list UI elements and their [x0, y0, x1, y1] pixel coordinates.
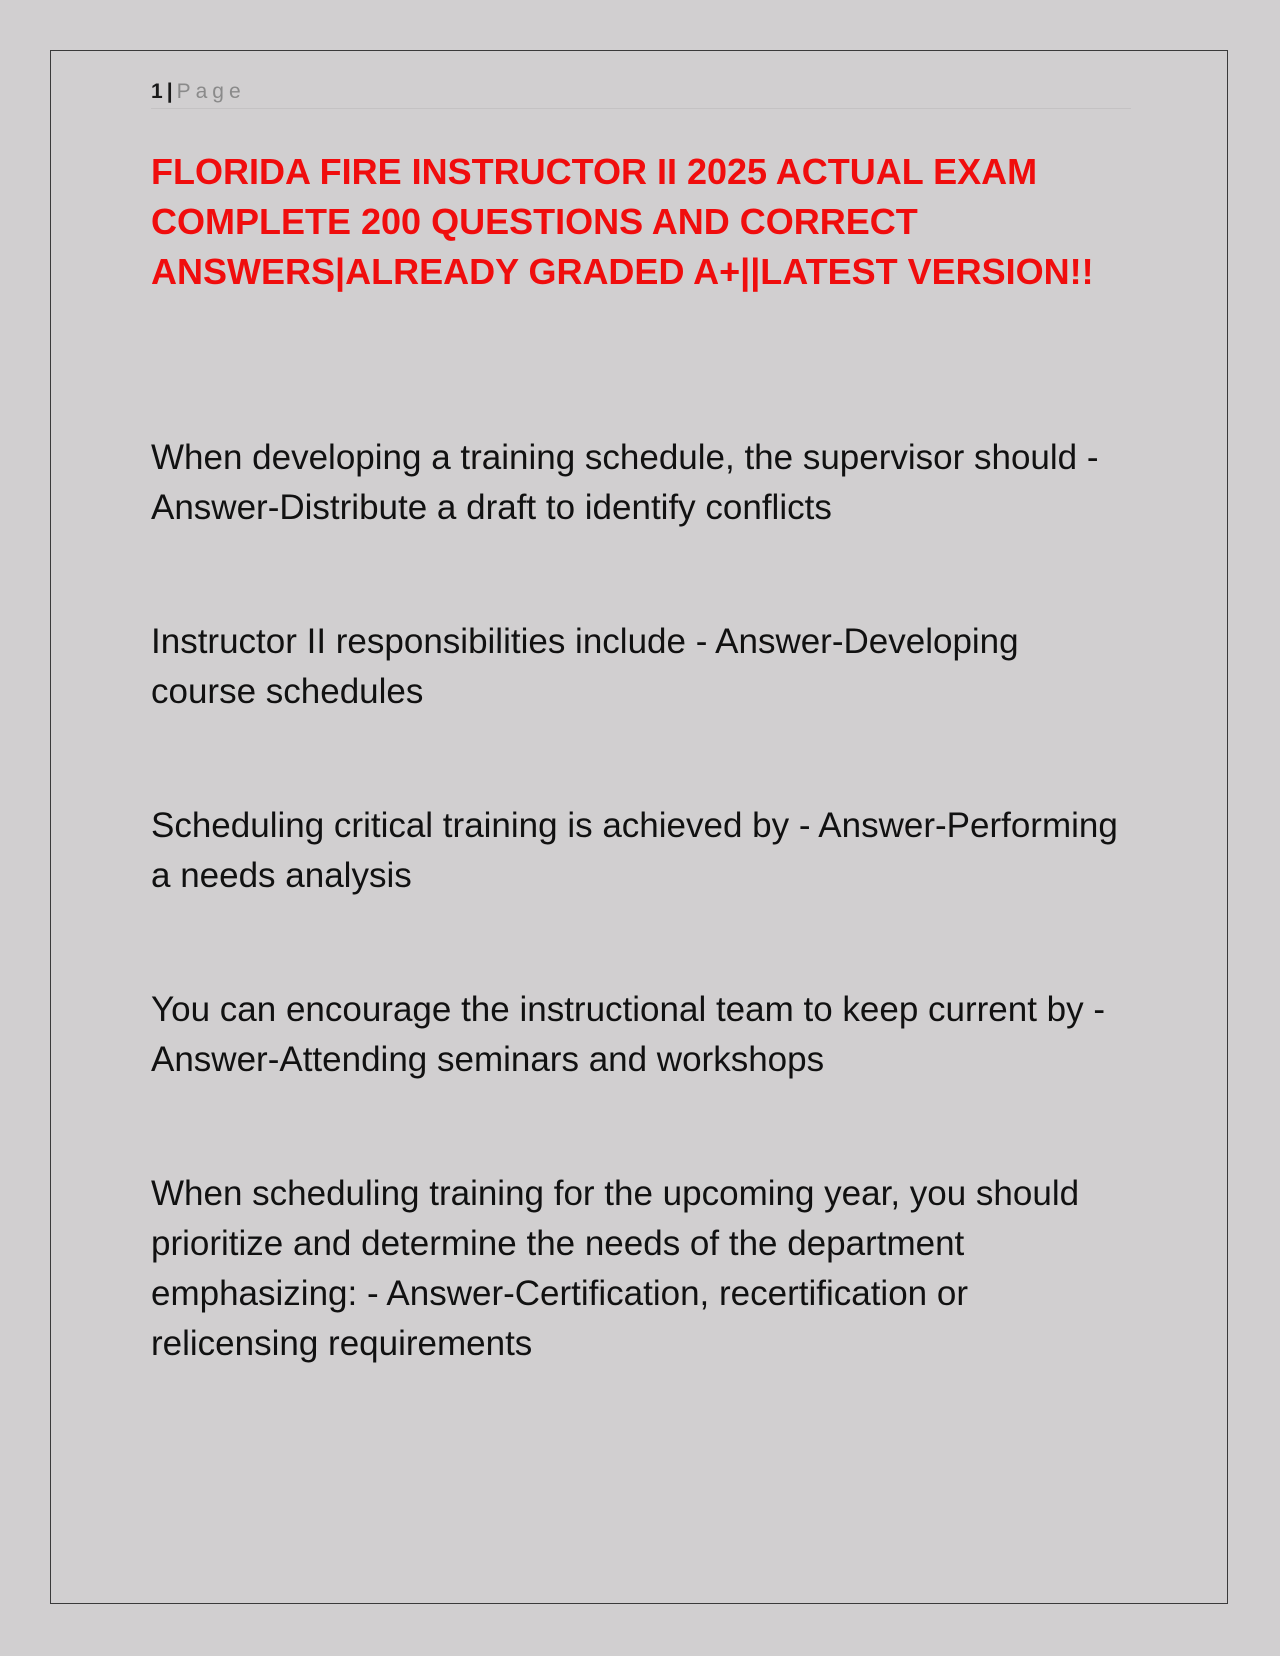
qa-item: Instructor II responsibilities include - Answer-Developing course schedules	[151, 622, 1019, 711]
qa-item: You can encourage the instructional team to keep current by - Answer-Attending seminars and workshops	[151, 990, 1106, 1079]
qa-item: When scheduling training for the upcoming year, you should prioritize and determine the needs of the department emphasizing: - Answer-Certification, recertification or relicensing requirements	[151, 1174, 1080, 1363]
page-label: Page	[176, 80, 246, 103]
page-separator: |	[166, 80, 173, 103]
qa-item: When developing a training schedule, the supervisor should - Answer-Distribute a draft to identify conflicts	[151, 438, 1099, 527]
page-number: 1	[151, 80, 163, 103]
qa-item: Scheduling critical training is achieved by - Answer-Performing a needs analysis	[151, 806, 1118, 895]
page-header	[151, 76, 1131, 109]
document-title: FLORIDA FIRE INSTRUCTOR II 2025 ACTUAL EXAM COMPLETE 200 QUESTIONS AND CORRECT ANSWERS|ALREADY GRADED A+||LATEST VERSION!!	[151, 151, 1094, 292]
